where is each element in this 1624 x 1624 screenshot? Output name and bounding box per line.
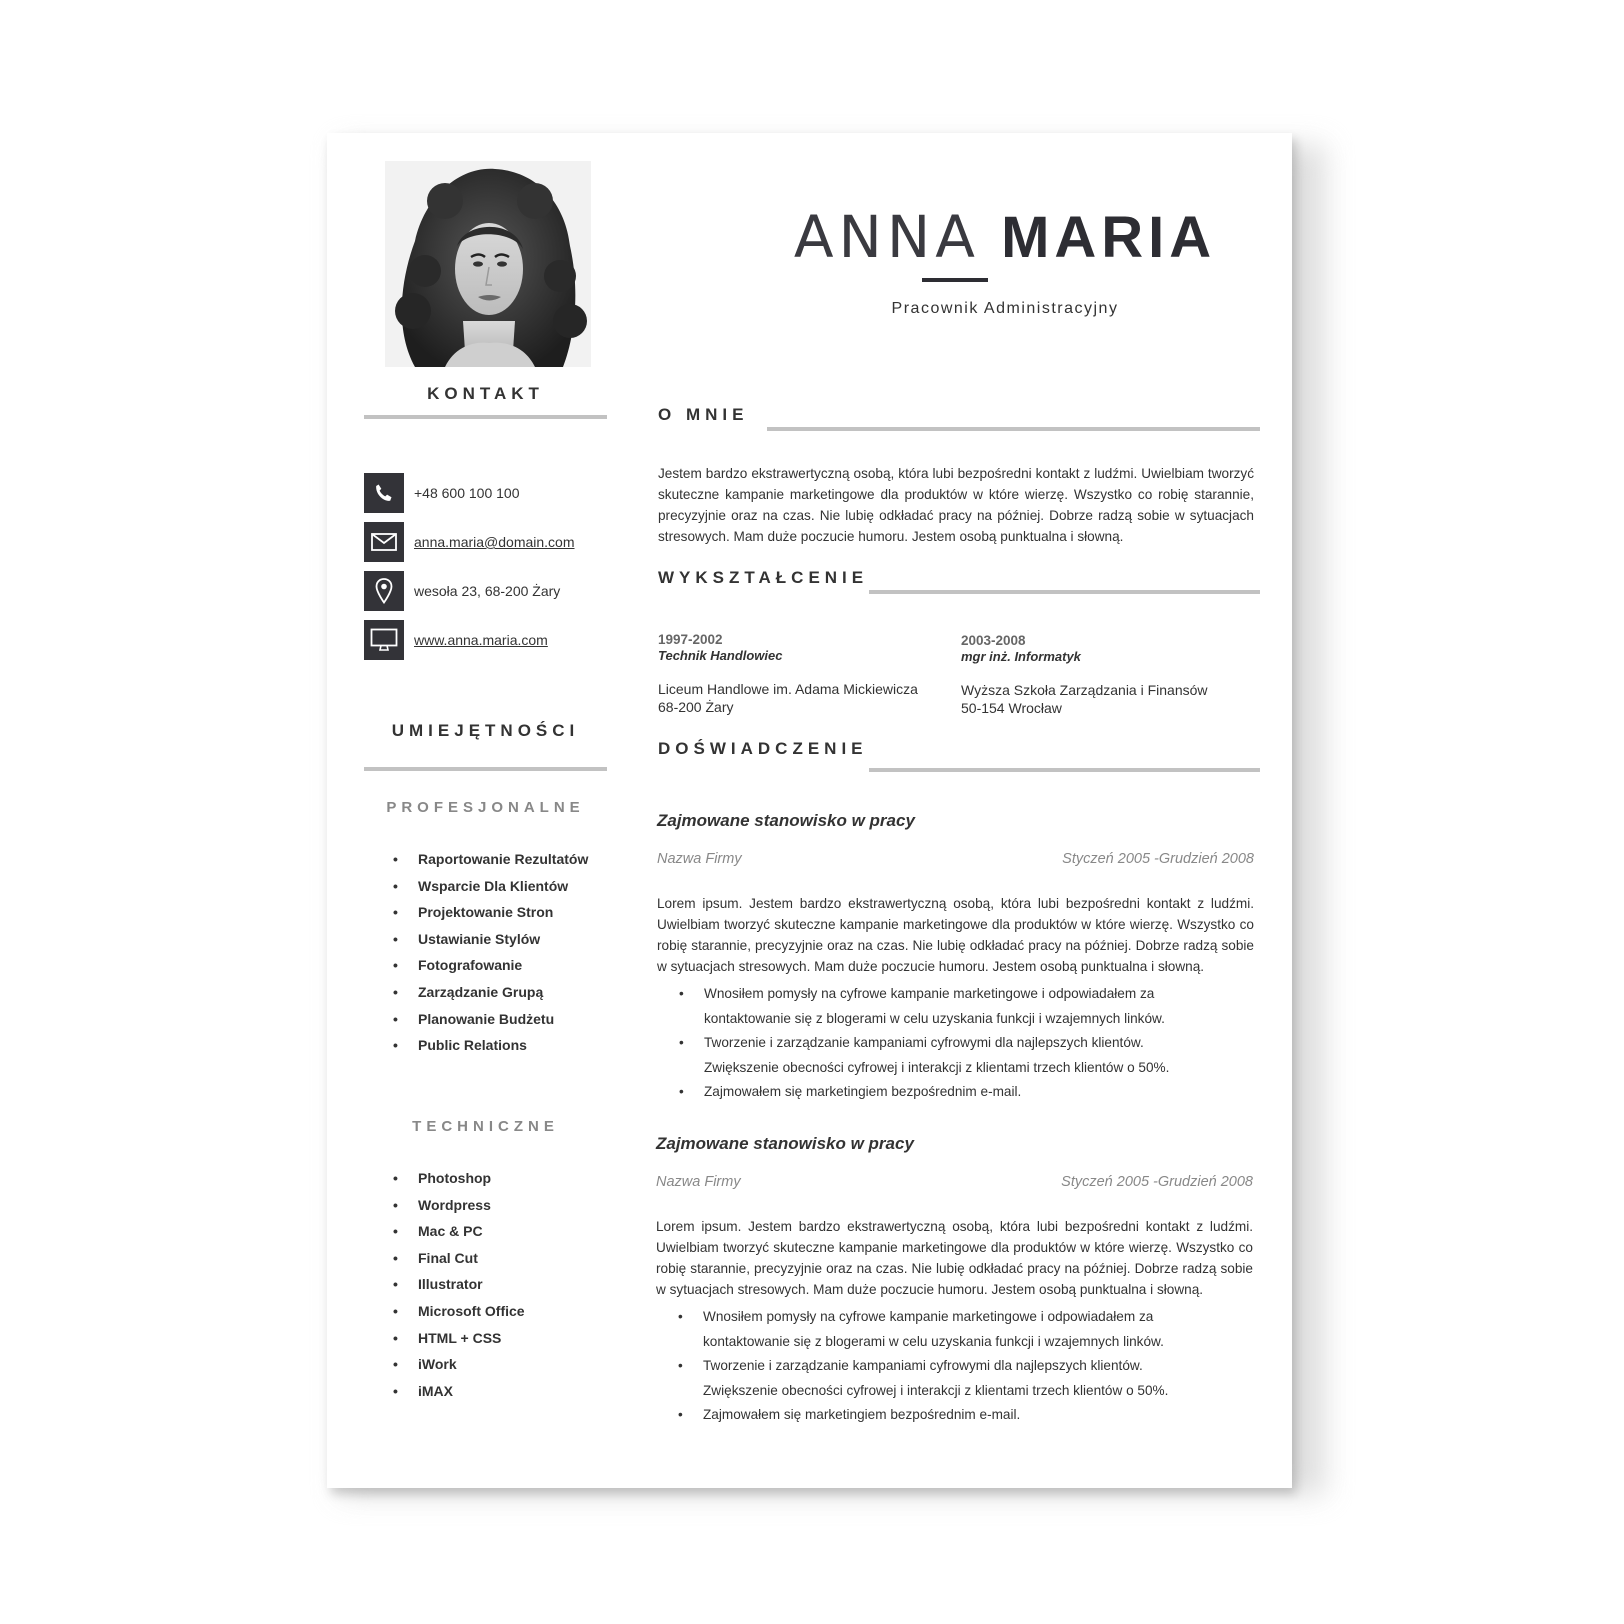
skill-item: • Fotografowanie xyxy=(393,952,588,979)
contact-phone xyxy=(364,473,604,513)
location-pin-icon xyxy=(364,571,404,611)
education-heading: WYKSZTAŁCENIE xyxy=(658,568,869,587)
school-city: 50-154 Wrocław xyxy=(961,700,1062,716)
job-position-title: Zajmowane stanowisko w pracy xyxy=(656,1134,914,1153)
school-name: Wyższa Szkoła Zarządzania i Finansów xyxy=(961,682,1208,698)
skill-item: • Ustawianie Stylów xyxy=(393,926,588,953)
contact-email xyxy=(364,522,604,562)
first-name: ANNA xyxy=(793,203,980,271)
skill-item: • Raportowanie Rezultatów xyxy=(393,846,588,873)
website-link[interactable]: www.anna.maria.com xyxy=(414,632,548,648)
job-achievements-list xyxy=(657,982,1217,1105)
contact-rule xyxy=(364,415,607,419)
education-degree: Technik Handlowiec xyxy=(658,648,783,663)
school-city: 68-200 Żary xyxy=(658,699,734,715)
achievement-item: • Wnosiłem pomysły na cyfrowe kampanie marketingowe i odpowiadałem za kontaktowanie się z blogerami w celu uzyskania funkcji i wzajemnych linków. xyxy=(657,982,1217,1031)
skill-item: • Projektowanie Stron xyxy=(393,899,588,926)
name-underline xyxy=(922,278,988,282)
job-achievements-list xyxy=(656,1305,1216,1428)
skill-item: • HTML + CSS xyxy=(393,1325,525,1352)
skill-item: • Wsparcie Dla Klientów xyxy=(393,873,588,900)
job-position-title: Zajmowane stanowisko w pracy xyxy=(657,811,915,830)
technical-skills-list xyxy=(393,1165,525,1404)
education-entry xyxy=(961,633,1261,717)
job-description: Lorem ipsum. Jestem bardzo ekstrawertyczną osobą, która lubi bezpośredni kontakt z ludźmi. Uwielbiam tworzyć skuteczne kampanie marketingowe dla produktów w które wierzę. Wszystko co robię starannie, precyzyjnie oraz na czas. Nie lubię odkładać pracy na później. Dobrze radzą sobie w sytuacjach stresowych. Mam duże poczucie humoru. Jestem osobą punktualna i słowną. xyxy=(657,896,1254,974)
skill-item: • Planowanie Budżetu xyxy=(393,1006,588,1033)
education-degree: mgr inż. Informatyk xyxy=(961,649,1081,664)
envelope-icon xyxy=(364,522,404,562)
skills-heading: UMIEJĘTNOŚCI xyxy=(391,721,580,740)
education-rule xyxy=(869,590,1260,594)
achievement-item: • Tworzenie i zarządzanie kampaniami cyfrowymi dla najlepszych klientów. Zwiększenie obecności cyfrowej i interakcji z klientami trzech klientów o 50%. xyxy=(657,1031,1217,1080)
phone-number: +48 600 100 100 xyxy=(414,485,520,501)
skill-item: • Illustrator xyxy=(393,1271,525,1298)
contact-website xyxy=(364,620,604,660)
experience-heading: DOŚWIADCZENIE xyxy=(658,739,868,758)
skill-item: • iWork xyxy=(393,1351,525,1378)
technical-skills-heading: TECHNICZNE xyxy=(412,1118,559,1135)
portrait-photo xyxy=(385,161,591,367)
last-name: MARIA xyxy=(1001,205,1217,270)
education-years: 1997-2002 xyxy=(658,632,723,647)
about-heading: O MNIE xyxy=(658,405,749,424)
job-dates: Styczeń 2005 -Grudzień 2008 xyxy=(1061,1174,1253,1190)
skill-item: • Final Cut xyxy=(393,1245,525,1272)
achievement-item: • Zajmowałem się marketingiem bezpośrednim e-mail. xyxy=(656,1403,1216,1428)
education-school xyxy=(961,681,1261,717)
profile-photo xyxy=(385,161,591,367)
job-dates: Styczeń 2005 -Grudzień 2008 xyxy=(1062,851,1254,867)
professional-skills-heading: PROFESJONALNE xyxy=(386,799,585,816)
phone-icon xyxy=(364,473,404,513)
skill-item: • Mac & PC xyxy=(393,1218,525,1245)
resume-page xyxy=(327,133,1292,1488)
about-text: Jestem bardzo ekstrawertyczną osobą, która lubi bezpośredni kontakt z ludźmi. Uwielbiam tworzyć skuteczne kampanie marketingowe dla produktów w które wierzę. Wszystko co robię starannie, precyzyjnie oraz na czas. Nie lubię odkładać pracy na później. Dobrze radzą sobie w sytuacjach stresowych. Mam duże poczucie humoru. Jestem osobą punktualna i słowną. xyxy=(658,466,1254,544)
experience-rule xyxy=(869,768,1260,772)
skill-item: • Zarządzanie Grupą xyxy=(393,979,588,1006)
skill-item: • Microsoft Office xyxy=(393,1298,525,1325)
education-years: 2003-2008 xyxy=(961,633,1026,648)
education-school xyxy=(658,680,948,716)
about-rule xyxy=(767,427,1260,431)
monitor-icon xyxy=(364,620,404,660)
skill-item: • iMAX xyxy=(393,1378,525,1405)
education-entry xyxy=(658,632,948,716)
company-name: Nazwa Firmy xyxy=(656,1174,741,1190)
skill-item: • Photoshop xyxy=(393,1165,525,1192)
address-text: wesoła 23, 68-200 Żary xyxy=(414,583,561,599)
skill-item: • Wordpress xyxy=(393,1192,525,1219)
achievement-item: • Wnosiłem pomysły na cyfrowe kampanie marketingowe i odpowiadałem za kontaktowanie się z blogerami w celu uzyskania funkcji i wzajemnych linków. xyxy=(656,1305,1216,1354)
skills-rule xyxy=(364,767,607,771)
email-link[interactable]: anna.maria@domain.com xyxy=(414,534,575,550)
achievement-item: • Zajmowałem się marketingiem bezpośrednim e-mail. xyxy=(657,1080,1217,1105)
professional-skills-list xyxy=(393,846,588,1059)
job-title: Pracownik Administracyjny xyxy=(891,300,1119,317)
candidate-name xyxy=(727,203,1283,271)
company-name: Nazwa Firmy xyxy=(657,851,742,867)
school-name: Liceum Handlowe im. Adama Mickiewicza xyxy=(658,681,918,697)
contact-heading: KONTAKT xyxy=(427,384,544,403)
achievement-item: • Tworzenie i zarządzanie kampaniami cyfrowymi dla najlepszych klientów. Zwiększenie obecności cyfrowej i interakcji z klientami trzech klientów o 50%. xyxy=(656,1354,1216,1403)
contact-address xyxy=(364,571,604,611)
job-description: Lorem ipsum. Jestem bardzo ekstrawertyczną osobą, która lubi bezpośredni kontakt z ludźmi. Uwielbiam tworzyć skuteczne kampanie marketingowe dla produktów w które wierzę. Wszystko co robię starannie, precyzyjnie oraz na czas. Nie lubię odkładać pracy na później. Dobrze radzą sobie w sytuacjach stresowych. Mam duże poczucie humoru. Jestem osobą punktualna i słowną. xyxy=(656,1219,1253,1297)
skill-item: • Public Relations xyxy=(393,1032,588,1059)
